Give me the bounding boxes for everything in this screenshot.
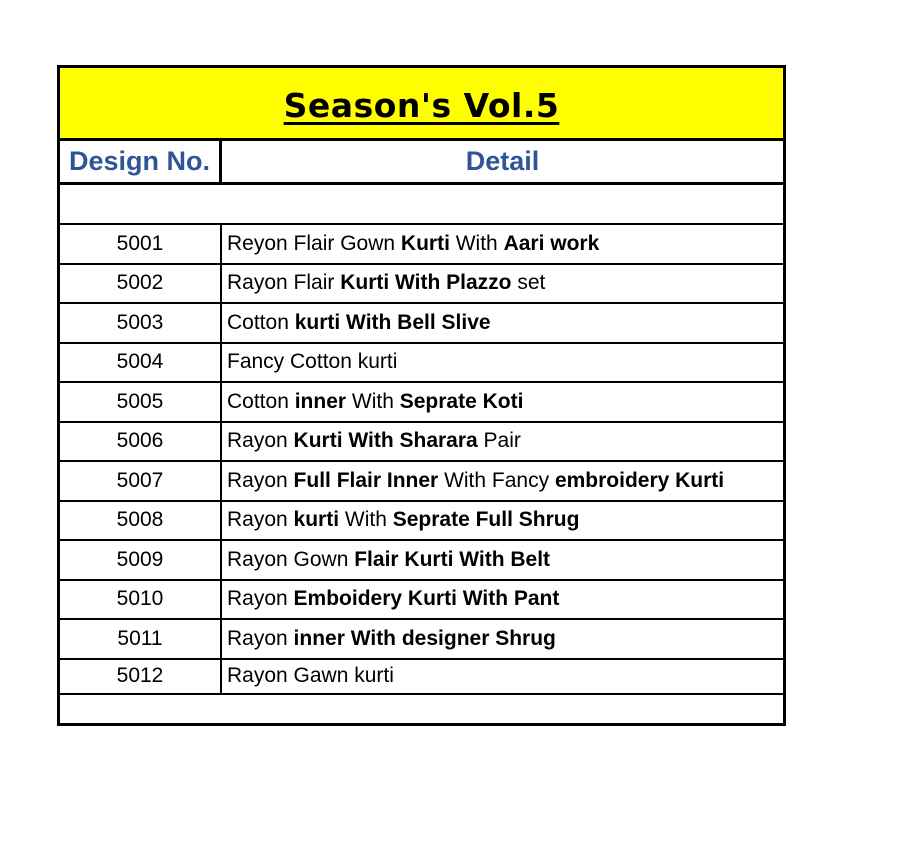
- detail-cell: [222, 581, 783, 619]
- table-row: [60, 304, 783, 344]
- detail-cell: [222, 462, 783, 500]
- detail-cell: [222, 225, 783, 263]
- table-row: [60, 541, 783, 581]
- detail-text: Rayon Gown: [227, 547, 355, 571]
- detail-text-bold: Full Flair Inner: [293, 468, 439, 492]
- header-detail: Detail: [465, 146, 540, 176]
- detail-cell: [222, 383, 783, 421]
- detail-text: Cotton: [227, 389, 295, 413]
- blank-row-bottom: [60, 689, 783, 723]
- detail-text-bold: inner With designer Shrug: [293, 626, 556, 650]
- detail-text: Rayon: [227, 429, 294, 453]
- design-number-cell: 5007: [60, 462, 222, 500]
- design-number-cell: 5003: [60, 304, 222, 342]
- table-row: [60, 225, 783, 265]
- title-band: [60, 68, 783, 141]
- design-number-cell: 5004: [60, 344, 222, 382]
- table-row: [60, 344, 783, 384]
- design-number-cell: 5005: [60, 383, 222, 421]
- detail-text-bold: Seprate Full Shrug: [392, 508, 580, 532]
- detail-cell: [222, 620, 783, 658]
- design-number-cell: 5002: [60, 265, 222, 303]
- detail-cell: [222, 304, 783, 342]
- detail-text: Rayon Gawn kurti: [227, 664, 394, 687]
- catalog-sheet: [57, 65, 786, 726]
- table-row: [60, 581, 783, 621]
- table-row: [60, 462, 783, 502]
- table-row: [60, 423, 783, 463]
- detail-cell: [222, 265, 783, 303]
- detail-text: Rayon: [227, 626, 294, 650]
- detail-text-bold: Kurti With Sharara: [293, 429, 478, 453]
- detail-text-bold: Emboidery Kurti With Pant: [293, 587, 560, 611]
- detail-text-bold: Flair Kurti With Belt: [354, 547, 551, 571]
- blank-row-top: [60, 185, 783, 225]
- catalog-title: Season's Vol.5: [283, 85, 560, 125]
- detail-text: set: [511, 271, 546, 295]
- detail-cell: [222, 660, 783, 693]
- detail-cell: [222, 541, 783, 579]
- table-body: [60, 225, 783, 695]
- design-number-cell: 5006: [60, 423, 222, 461]
- table-row: [60, 620, 783, 660]
- detail-text: Rayon: [227, 468, 294, 492]
- detail-text-bold: inner: [294, 389, 347, 413]
- table-row: [60, 265, 783, 305]
- detail-text-bold: Seprate Koti: [399, 389, 524, 413]
- design-number-cell: 5008: [60, 502, 222, 540]
- detail-text-bold: kurti: [293, 508, 340, 532]
- detail-text: With: [346, 389, 400, 413]
- design-number-cell: 5011: [60, 620, 222, 658]
- detail-cell: [222, 423, 783, 461]
- detail-text-bold: embroidery Kurti: [554, 468, 725, 492]
- detail-text: Cotton: [227, 310, 295, 334]
- detail-text: Rayon Flair: [227, 271, 341, 295]
- detail-cell: [222, 344, 783, 382]
- design-number-cell: 5001: [60, 225, 222, 263]
- detail-text-bold: Aari work: [503, 231, 600, 255]
- detail-text: Reyon Flair Gown: [227, 231, 401, 255]
- detail-text: Rayon: [227, 508, 294, 532]
- detail-text: With: [339, 508, 393, 532]
- detail-text: With: [449, 231, 504, 255]
- design-number-cell: 5012: [60, 660, 222, 693]
- detail-text: Pair: [477, 429, 521, 453]
- detail-text-bold: Kurti: [400, 231, 450, 255]
- table-row: [60, 502, 783, 542]
- detail-text: Rayon: [227, 587, 294, 611]
- detail-text: Fancy Cotton kurti: [227, 350, 398, 374]
- detail-cell: [222, 502, 783, 540]
- table-row: [60, 383, 783, 423]
- header-design-no: Design No.: [60, 141, 222, 182]
- detail-text: With Fancy: [438, 468, 555, 492]
- detail-text-bold: Kurti With Plazzo: [340, 271, 512, 295]
- design-number-cell: 5010: [60, 581, 222, 619]
- detail-text-bold: kurti With Bell Slive: [294, 310, 491, 334]
- table-header-row: [60, 141, 783, 185]
- design-number-cell: 5009: [60, 541, 222, 579]
